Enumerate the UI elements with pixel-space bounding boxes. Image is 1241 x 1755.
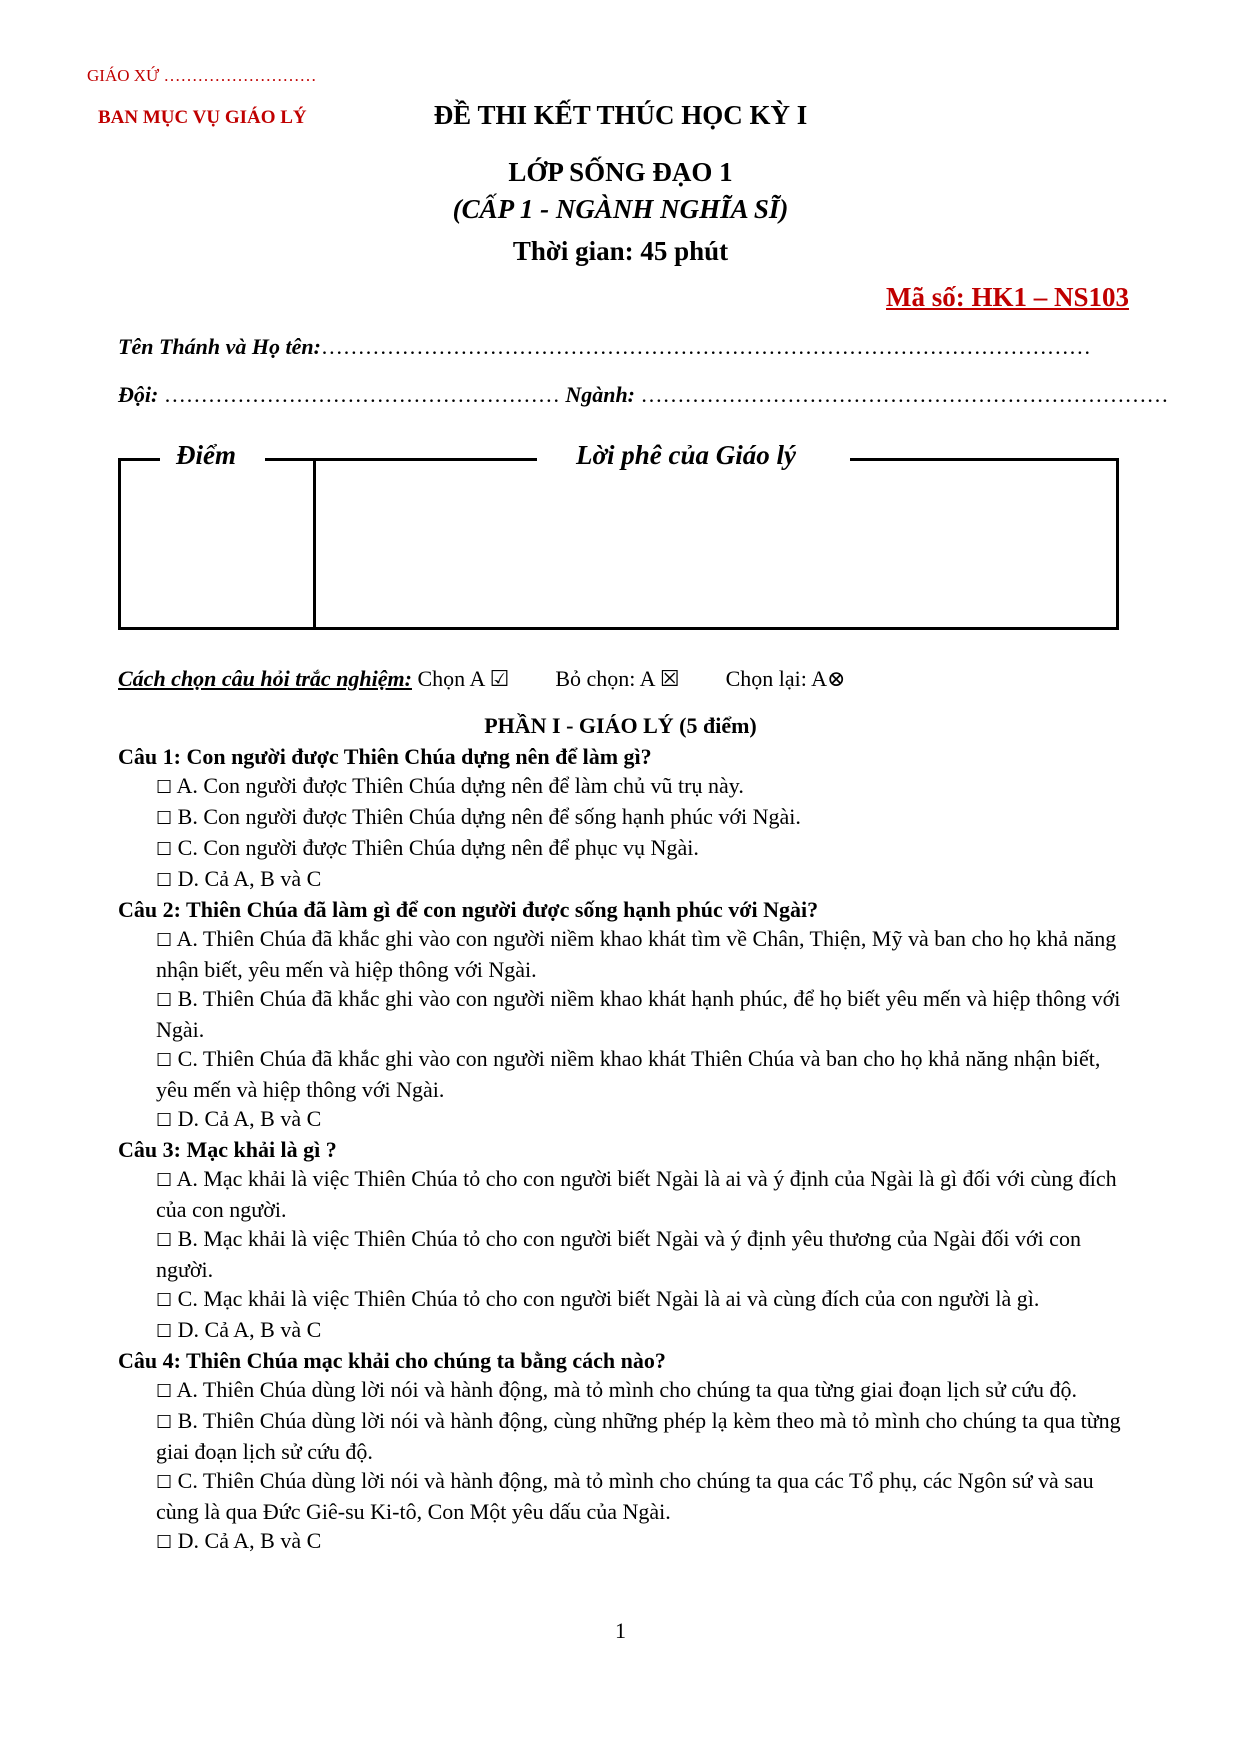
question-1 bbox=[118, 742, 1128, 895]
question-3 bbox=[118, 1135, 1128, 1346]
checkbox-icon[interactable]: ☐ bbox=[156, 870, 173, 891]
team-branch-field[interactable] bbox=[118, 382, 1169, 408]
answer-option-text: B. Mạc khải là việc Thiên Chúa tỏ cho con người biết Ngài và ý định yêu thương của Ngài đối với con người. bbox=[156, 1226, 1081, 1282]
checkbox-icon[interactable]: ☐ bbox=[156, 839, 173, 860]
box-right-border bbox=[1116, 458, 1119, 630]
answer-option-text: C. Thiên Chúa dùng lời nói và hành động, mà tỏ mình cho chúng ta qua các Tổ phụ, các Ngôn sứ và sau cùng là qua Đức Giê-su Ki-tô, Con Một yêu dấu của Ngài. bbox=[156, 1468, 1094, 1524]
student-name-field[interactable] bbox=[118, 334, 1091, 360]
answer-option[interactable] bbox=[156, 1224, 1128, 1284]
page-number: 1 bbox=[615, 1618, 626, 1643]
question-list bbox=[118, 742, 1128, 1557]
checkbox-icon[interactable]: ☐ bbox=[156, 930, 173, 951]
box-bottom-border bbox=[118, 627, 1119, 630]
answer-option[interactable] bbox=[156, 864, 1128, 895]
score-label: Điểm bbox=[176, 440, 236, 470]
box-top-border-left bbox=[118, 458, 160, 461]
guide-rechoose: Chọn lại: A⊗ bbox=[725, 666, 846, 691]
answer-option[interactable] bbox=[156, 771, 1128, 802]
answer-option-text: C. Con người được Thiên Chúa dựng nên để phục vụ Ngài. bbox=[177, 835, 699, 860]
answer-option-text: A. Thiên Chúa đã khắc ghi vào con người niềm khao khát tìm về Chân, Thiện, Mỹ và ban cho họ khả năng nhận biết, yêu mến và hiệp thông với Ngài. bbox=[156, 926, 1117, 982]
checkbox-icon[interactable]: ☐ bbox=[156, 1381, 173, 1402]
box-top-border-middle bbox=[265, 458, 537, 461]
answer-option-text: C. Mạc khải là việc Thiên Chúa tỏ cho con người biết Ngài là ai và cùng đích của con người là gì. bbox=[177, 1286, 1040, 1311]
team-dots: ……………………………………………… bbox=[158, 382, 566, 407]
branch-dots: ……………………………………………………………… bbox=[635, 382, 1169, 407]
question-text: Câu 4: Thiên Chúa mạc khải cho chúng ta bằng cách nào? bbox=[118, 1348, 666, 1373]
box-left-border bbox=[118, 458, 121, 630]
answer-option-text: A. Con người được Thiên Chúa dựng nên để làm chủ vũ trụ này. bbox=[176, 773, 744, 798]
answer-option[interactable] bbox=[156, 1284, 1128, 1315]
level-title: (CẤP 1 - NGÀNH NGHĨA SĨ) bbox=[452, 194, 789, 224]
question-4 bbox=[118, 1346, 1128, 1557]
answer-option-text: B. Thiên Chúa đã khắc ghi vào con người niềm khao khát hạnh phúc, để họ biết yêu mến và hiệp thông với Ngài. bbox=[156, 986, 1121, 1042]
checkbox-icon[interactable]: ☐ bbox=[156, 1321, 173, 1342]
answer-option[interactable] bbox=[156, 1406, 1128, 1466]
student-name-dots: …………………………………………………………………………………………… bbox=[320, 334, 1091, 359]
section-title: PHẦN I - GIÁO LÝ (5 điểm) bbox=[484, 713, 757, 738]
department-label: BAN MỤC VỤ GIÁO LÝ bbox=[98, 107, 307, 128]
answer-option[interactable] bbox=[156, 1044, 1128, 1104]
checkbox-icon[interactable]: ☐ bbox=[156, 1472, 173, 1493]
checkbox-icon[interactable]: ☐ bbox=[156, 1412, 173, 1433]
answer-option[interactable] bbox=[156, 924, 1128, 984]
team-label: Đội: bbox=[118, 382, 159, 407]
checkbox-icon[interactable]: ☐ bbox=[156, 777, 173, 798]
answer-option-text: B. Con người được Thiên Chúa dựng nên để sống hạnh phúc với Ngài. bbox=[177, 804, 801, 829]
question-text: Câu 1: Con người được Thiên Chúa dựng nên để làm gì? bbox=[118, 744, 652, 769]
question-text: Câu 2: Thiên Chúa đã làm gì để con người được sống hạnh phúc với Ngài? bbox=[118, 897, 819, 922]
time-title: Thời gian: 45 phút bbox=[512, 236, 729, 266]
checkbox-icon[interactable]: ☐ bbox=[156, 1170, 173, 1191]
guide-unchoose: Bỏ chọn: A ☒ bbox=[555, 666, 680, 691]
checkbox-icon[interactable]: ☐ bbox=[156, 1230, 173, 1251]
exam-code: Mã số: HK1 – NS103 bbox=[886, 282, 1129, 312]
checkbox-icon[interactable]: ☐ bbox=[156, 1050, 173, 1071]
answer-option[interactable] bbox=[156, 1104, 1128, 1135]
parish-label: GIÁO XỨ ……………………… bbox=[87, 66, 317, 85]
answer-guide bbox=[118, 666, 845, 692]
answer-option-text: A. Mạc khải là việc Thiên Chúa tỏ cho con người biết Ngài là ai và ý định của Ngài là gì đối với cùng đích của con người. bbox=[156, 1166, 1117, 1222]
comment-label: Lời phê của Giáo lý bbox=[576, 440, 796, 470]
guide-label: Cách chọn câu hỏi trắc nghiệm: bbox=[118, 666, 412, 691]
checkbox-icon[interactable]: ☐ bbox=[156, 808, 173, 829]
answer-option-text: C. Thiên Chúa đã khắc ghi vào con người niềm khao khát Thiên Chúa và ban cho họ khả năng nhận biết, yêu mến và hiệp thông với Ngài. bbox=[156, 1046, 1101, 1102]
answer-option-text: D. Cả A, B và C bbox=[177, 866, 322, 891]
answer-option[interactable] bbox=[156, 1526, 1128, 1557]
answer-option[interactable] bbox=[156, 833, 1128, 864]
checkbox-icon[interactable]: ☐ bbox=[156, 1532, 173, 1553]
answer-option[interactable] bbox=[156, 1466, 1128, 1526]
checkbox-icon[interactable]: ☐ bbox=[156, 1290, 173, 1311]
question-text: Câu 3: Mạc khải là gì ? bbox=[118, 1137, 337, 1162]
answer-option[interactable] bbox=[156, 802, 1128, 833]
answer-option-text: B. Thiên Chúa dùng lời nói và hành động, cùng những phép lạ kèm theo mà tỏ mình cho chúng ta qua từng giai đoạn lịch sử cứu độ. bbox=[156, 1408, 1121, 1464]
question-2 bbox=[118, 895, 1128, 1135]
box-divider bbox=[313, 458, 316, 630]
answer-option[interactable] bbox=[156, 1375, 1128, 1406]
guide-choose: Chọn A ☑ bbox=[411, 666, 510, 691]
answer-option-text: A. Thiên Chúa dùng lời nói và hành động, mà tỏ mình cho chúng ta qua từng giai đoạn lịch sử cứu độ. bbox=[176, 1377, 1078, 1402]
box-top-border-right bbox=[850, 458, 1119, 461]
answer-option-text: D. Cả A, B và C bbox=[177, 1106, 322, 1131]
answer-option[interactable] bbox=[156, 1315, 1128, 1346]
answer-option-text: D. Cả A, B và C bbox=[177, 1317, 322, 1342]
class-title: LỚP SỐNG ĐẠO 1 bbox=[508, 157, 733, 187]
branch-label: Ngành: bbox=[565, 382, 636, 407]
student-name-label: Tên Thánh và Họ tên: bbox=[118, 334, 321, 359]
answer-option[interactable] bbox=[156, 1164, 1128, 1224]
answer-option-text: D. Cả A, B và C bbox=[177, 1528, 322, 1553]
answer-option[interactable] bbox=[156, 984, 1128, 1044]
checkbox-icon[interactable]: ☐ bbox=[156, 990, 173, 1011]
checkbox-icon[interactable]: ☐ bbox=[156, 1110, 173, 1131]
exam-title: ĐỀ THI KẾT THÚC HỌC KỲ I bbox=[433, 100, 808, 130]
